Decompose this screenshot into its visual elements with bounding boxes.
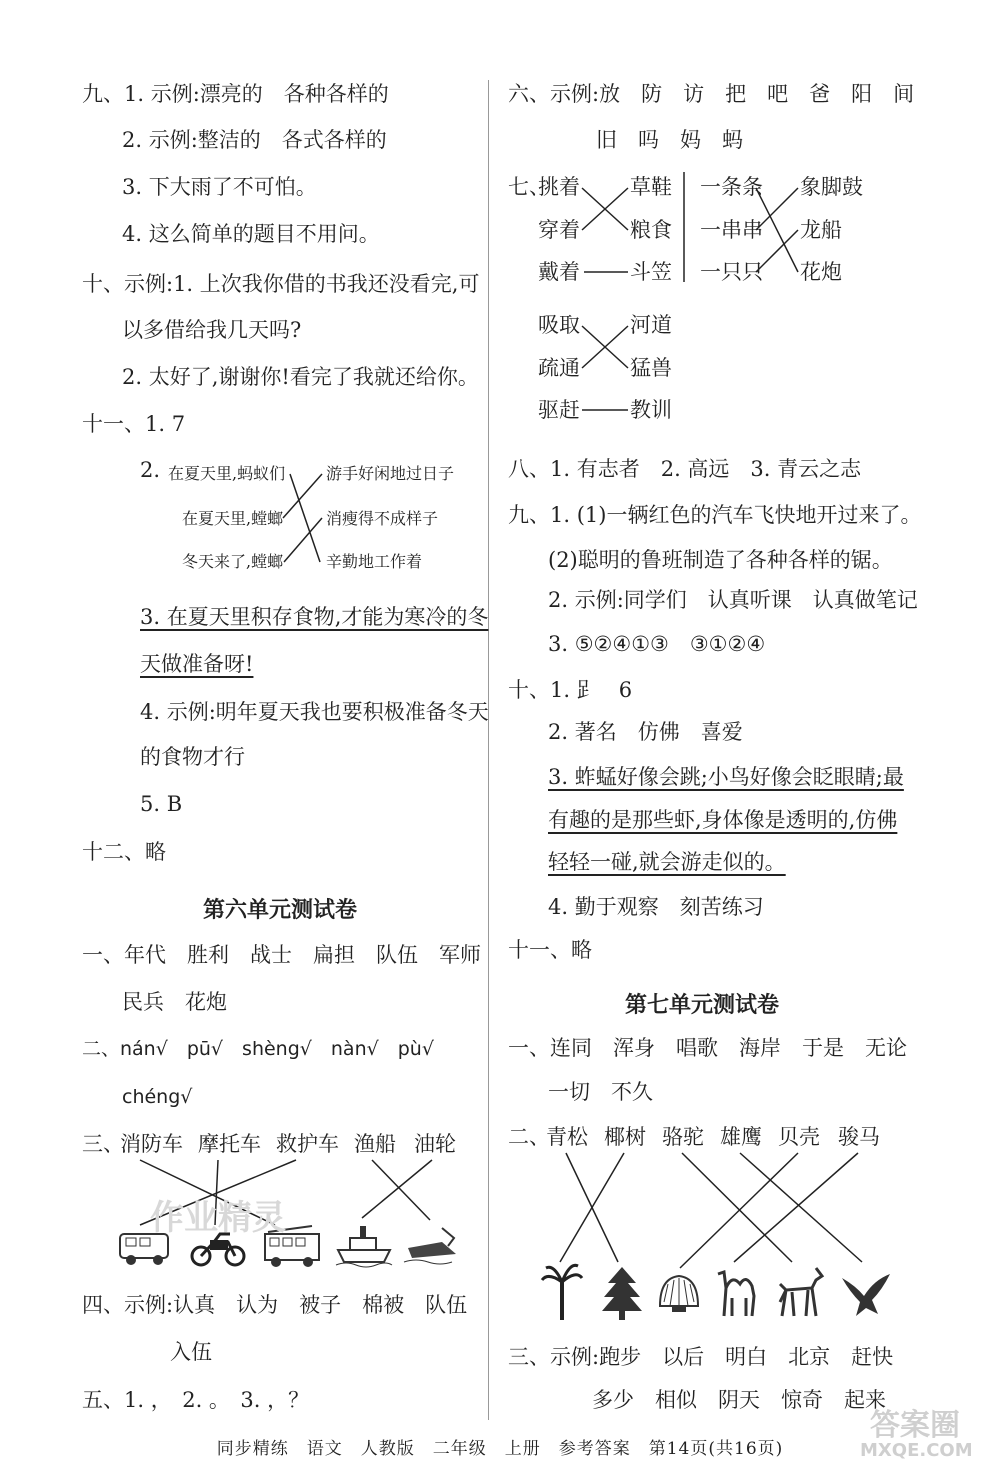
u6-q3-item: 渔船: [354, 1132, 396, 1156]
r-q7-g1-right: 斗笠: [630, 260, 672, 284]
r-q7-g1-right: 草鞋: [630, 175, 672, 199]
r-q7-g1-left: 穿着: [538, 218, 580, 242]
r-q7-g3-left: 吸取: [538, 313, 580, 337]
r-q7-g2-left: 一条条: [700, 175, 763, 199]
u6-q3-item: 消防车: [120, 1132, 183, 1156]
r-q7-g1-left: 挑着: [538, 175, 580, 199]
u6-q5: 五、1. ， 2. 。 3. ，？: [82, 1388, 310, 1412]
u7-q1-line1: 一、连同 浑身 唱歌 海岸 于是 无论: [508, 1036, 907, 1060]
camel-icon: [712, 1264, 762, 1320]
q11-left-item: 冬天来了,螳螂: [182, 552, 284, 571]
u6-q3-item: 摩托车: [198, 1132, 261, 1156]
watermark: 作业精灵: [150, 1198, 286, 1238]
q11-line5: 5. B: [140, 792, 183, 816]
r-q7-g3-left: 疏通: [538, 356, 580, 380]
u7-q3-line1: 三、示例:跑步 以后 明白 北京 赶快: [508, 1345, 894, 1369]
q9-line4: 4. 这么简单的题目不用问。: [122, 222, 380, 246]
shell-icon: [656, 1272, 702, 1316]
u7-q2-item: 骏马: [838, 1125, 880, 1149]
q11-right-item: 游手好闲地过日子: [326, 464, 455, 483]
r-q8: 八、1. 有志者 2. 高远 3. 青云之志: [508, 457, 862, 481]
u7-q2-label: 二、: [508, 1125, 550, 1149]
r-q7-g3-left: 驱赶: [538, 398, 580, 422]
q11-right-item: 辛勤地工作着: [326, 552, 423, 571]
r-q11: 十一、略: [508, 938, 592, 962]
q11-line4a: 4. 示例:明年夏天我也要积极准备冬天: [140, 700, 489, 724]
r-q10-line2: 2. 著名 仿佛 喜爱: [548, 720, 743, 744]
q11-right-item: 消瘦得不成样子: [326, 509, 439, 528]
r-q10-line3a: 3. 蚱蜢好像会跳;小鸟好像会眨眼睛;最: [548, 765, 904, 789]
u6-q2-line1: 二、nán√ pū√ shèng√ nàn√ pù√: [82, 1038, 434, 1060]
r-q10-line4: 4. 勤于观察 刻苦练习: [548, 895, 764, 919]
pine-tree-icon: [598, 1265, 646, 1321]
r-q7-g2-left: 一只只: [700, 260, 763, 284]
r-q10-line1: 十、1. 𧾷 6: [508, 678, 633, 702]
u6-q4-line1: 四、示例:认真 认为 被子 棉被 队伍: [82, 1293, 468, 1317]
ship-icon: [334, 1218, 394, 1268]
r-q7-g1-right: 粮食: [630, 218, 672, 242]
page-footer: 同步精练 语文 人教版 二年级 上册 参考答案 第14页(共16页): [216, 1439, 784, 1459]
eagle-icon: [838, 1268, 894, 1320]
horse-icon: [772, 1262, 826, 1320]
u6-q4-line2: 入伍: [170, 1340, 212, 1364]
u6-q2-line2: chéng√: [122, 1086, 193, 1108]
q11-line3a: 3. 在夏天里积存食物,才能为寒冷的冬: [140, 605, 489, 629]
r-q10-line3b: 有趣的是那些虾,身体像是透明的,仿佛: [548, 808, 898, 832]
q12: 十二、略: [82, 840, 166, 864]
q11-left-item: 在夏天里,螳螂: [182, 509, 284, 528]
r-q9-line3: 2. 示例:同学们 认真听课 认真做笔记: [548, 588, 918, 612]
u7-q1-line2: 一切 不久: [548, 1080, 653, 1104]
q11-left-item: 在夏天里,蚂蚁们: [168, 464, 286, 483]
r-q7-g2-right: 龙船: [800, 218, 842, 242]
u7-q2-item: 贝壳: [778, 1125, 820, 1149]
u6-q1-line1: 一、年代 胜利 战士 扁担 队伍 军师: [82, 943, 481, 967]
r-q7-g2-right: 象脚鼓: [800, 175, 863, 199]
q9-line1: 九、1. 示例:漂亮的 各种各样的: [82, 82, 389, 106]
u6-q3-item: 油轮: [414, 1132, 456, 1156]
q11-num2: 2.: [140, 458, 161, 482]
q10-line1: 十、示例:1. 上次我你借的书我还没看完,可: [82, 272, 480, 296]
u6-q3-item: 救护车: [276, 1132, 339, 1156]
q11-line1: 十一、1. 7: [82, 412, 186, 436]
palm-tree-icon: [540, 1262, 584, 1322]
u7-q2-item: 雄鹰: [720, 1125, 762, 1149]
u7-q2-item: 骆驼: [662, 1125, 704, 1149]
r-q7-g3-right: 教训: [630, 398, 672, 422]
u6-q1-line2: 民兵 花炮: [122, 990, 227, 1014]
r-q6-line2: 旧 吗 妈 蚂: [596, 128, 743, 152]
r-q7-label: 七、: [508, 175, 550, 199]
r-q9-line2: (2)聪明的鲁班制造了各种各样的锯。: [548, 548, 893, 572]
q10-line3: 2. 太好了,谢谢你!看完了我就还给你。: [122, 365, 479, 389]
r-q6-line1: 六、示例:放 防 访 把 吧 爸 阳 间: [508, 82, 915, 106]
r-q7-g3-right: 猛兽: [630, 356, 672, 380]
column-divider: [488, 80, 489, 1420]
r-q10-line3c: 轻轻一碰,就会游走似的。: [548, 850, 786, 874]
u7-q3-line2: 多少 相似 阴天 惊奇 起来: [592, 1388, 886, 1412]
fishing-boat-icon: [402, 1224, 462, 1268]
watermark: 答案圈: [870, 1408, 960, 1443]
unit7-title: 第七单元测试卷: [625, 993, 780, 1018]
r-q7-g3-right: 河道: [630, 313, 672, 337]
u7-q2-item: 椰树: [604, 1125, 646, 1149]
unit6-title: 第六单元测试卷: [203, 898, 358, 923]
q11-line4b: 的食物才行: [140, 745, 245, 769]
u7-q2-item: 青松: [546, 1125, 588, 1149]
q10-line2: 以多借给我几天吗?: [122, 318, 302, 342]
q9-line2: 2. 示例:整洁的 各式各样的: [122, 128, 387, 152]
r-q7-g1-left: 戴着: [538, 260, 580, 284]
q9-line3: 3. 下大雨了不可怕。: [122, 175, 317, 199]
q11-line3b: 天做准备呀!: [140, 652, 254, 676]
u6-q3-label: 三、: [82, 1132, 124, 1156]
r-q7-g2-right: 花炮: [800, 260, 842, 284]
watermark: MXQE.COM: [860, 1440, 973, 1461]
r-q7-g2-left: 一串串: [700, 218, 763, 242]
r-q9-line4: 3. ⑤②④①③ ③①②④: [548, 632, 766, 656]
r-q9-line1: 九、1. (1)一辆红色的汽车飞快地开过来了。: [508, 503, 922, 527]
